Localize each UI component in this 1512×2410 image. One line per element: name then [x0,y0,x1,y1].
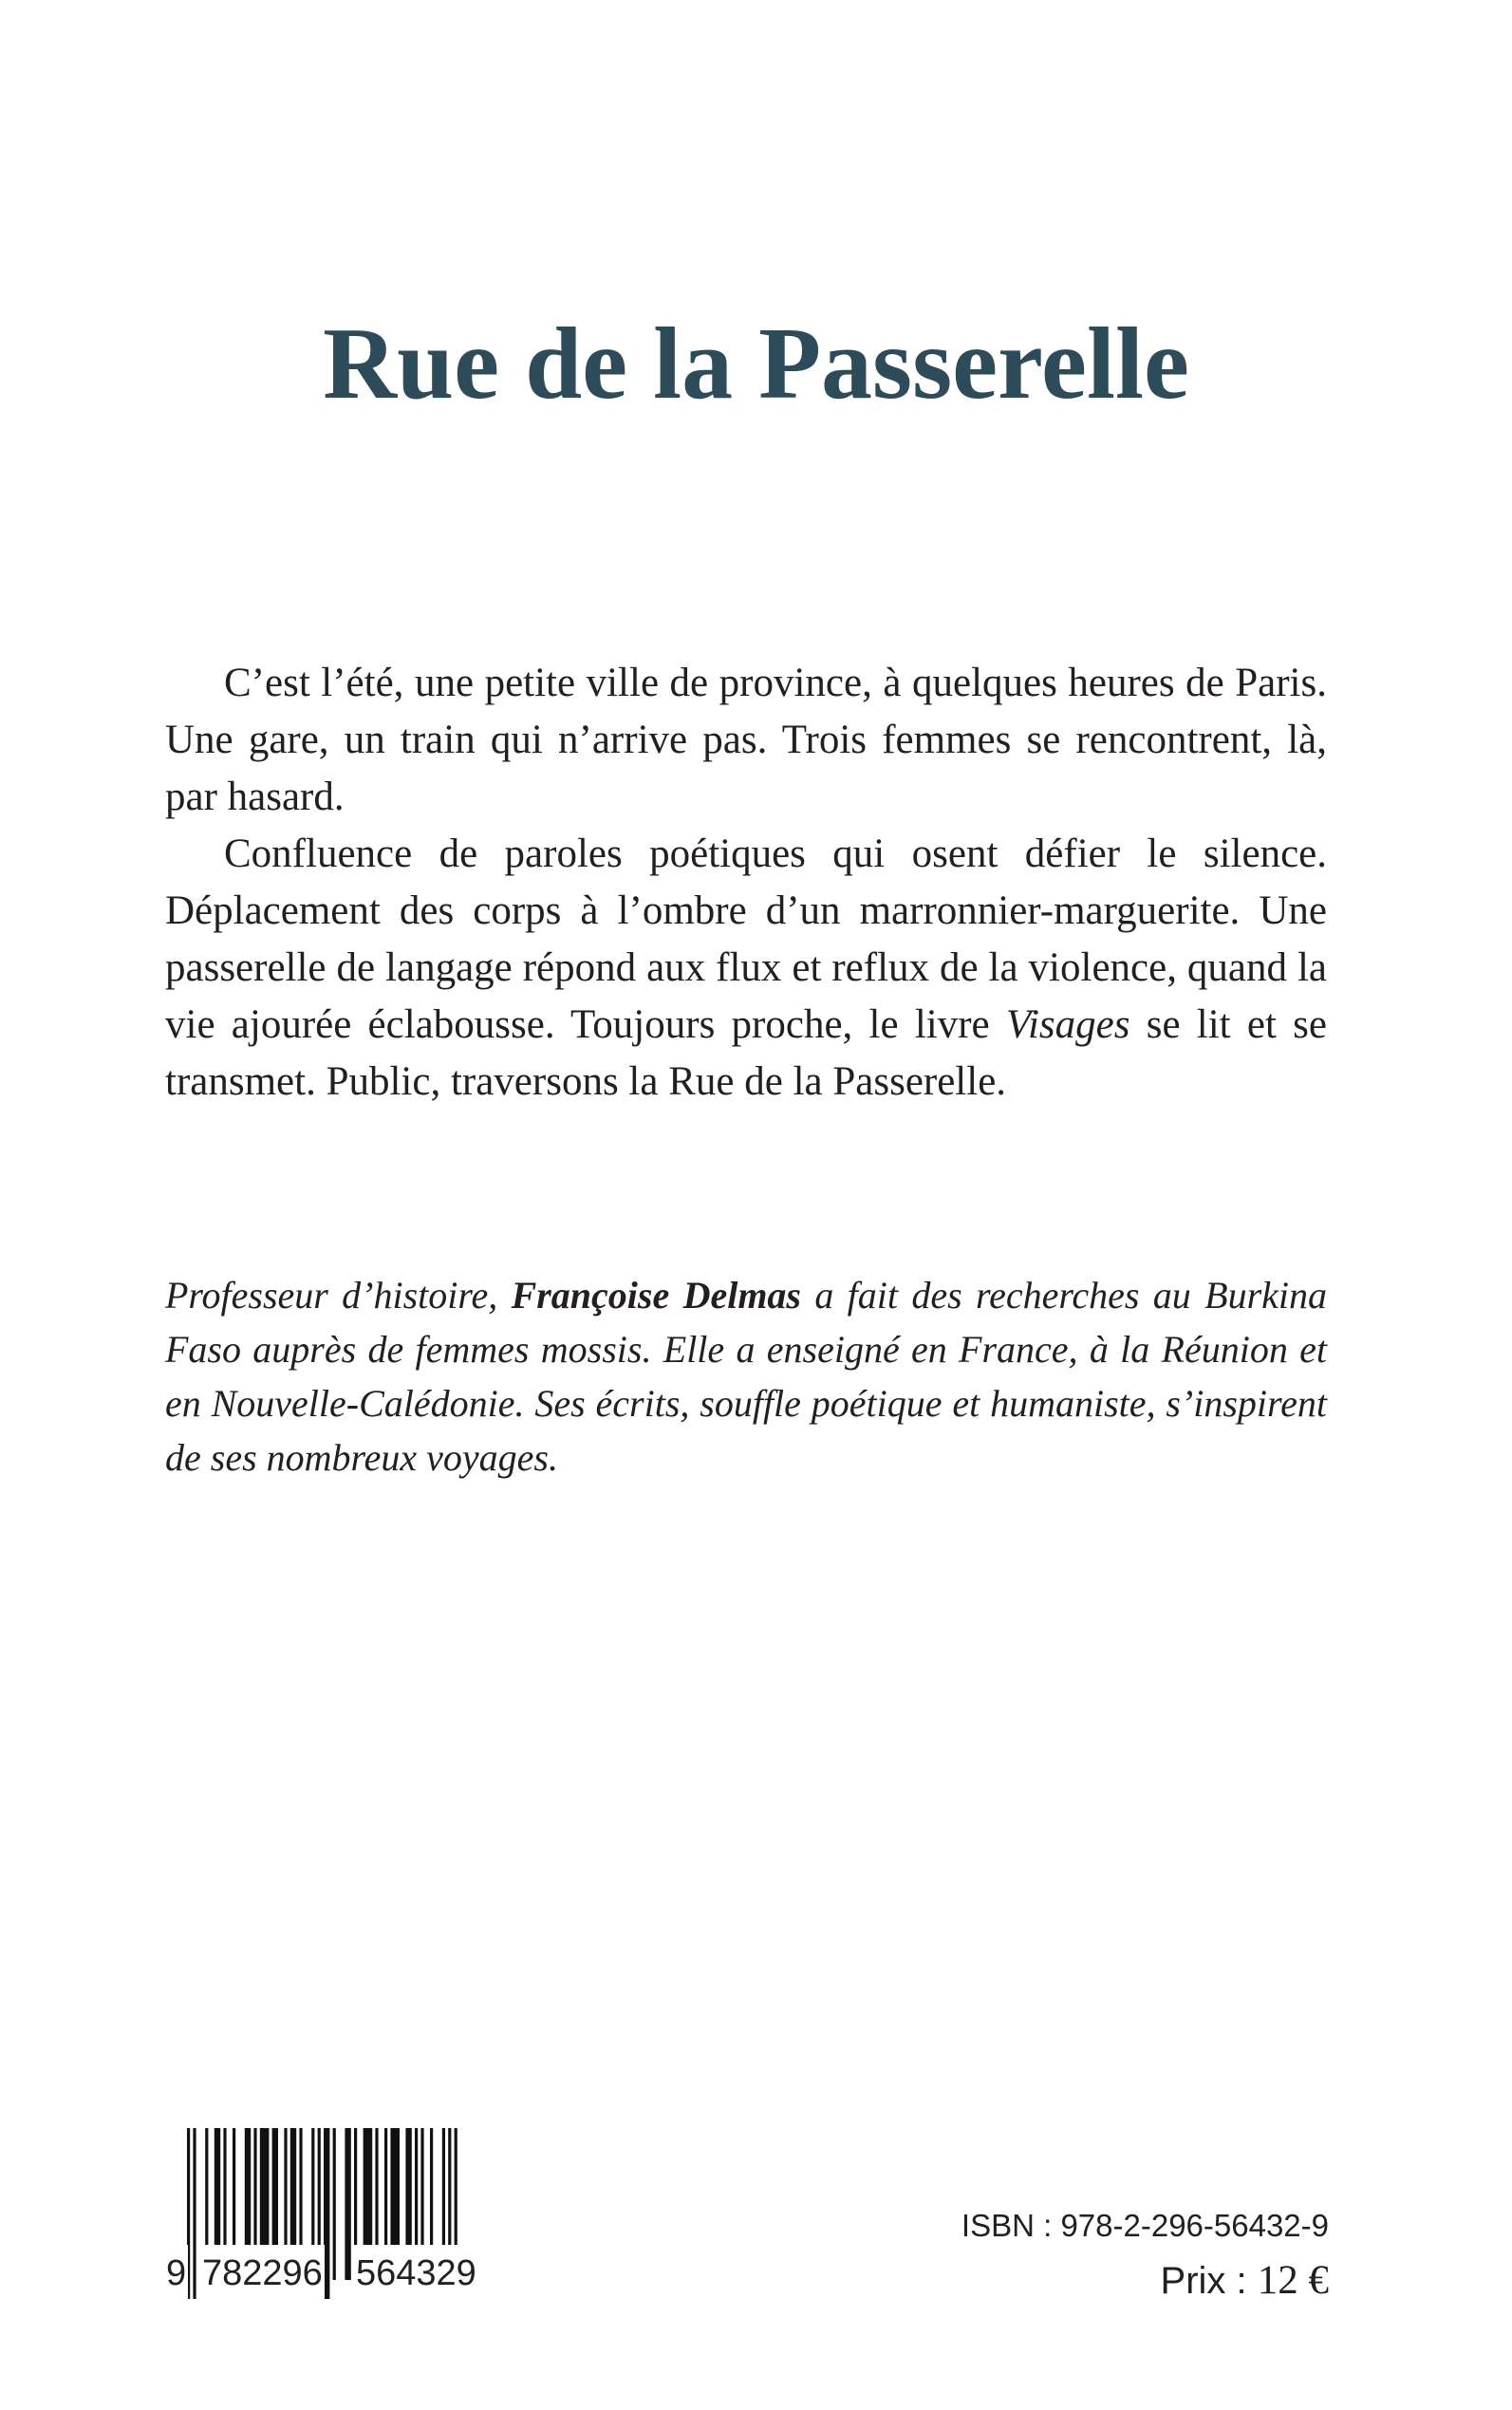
author-name: Françoise Delmas [511,1274,802,1317]
price [1161,2257,1329,2305]
blurb-text: se lit et se transmet. Public, traversons la Rue de la Passerelle. [165,1002,1327,1104]
price-label: Prix : [1160,2260,1258,2302]
back-cover-blurb [165,655,1327,1111]
price-value: 12 € [1257,2258,1329,2303]
barcode-digits [164,2245,506,2302]
book-title: Rue de la Passerelle [323,308,1189,420]
blurb-paragraph-1: C’est l’été, une petite ville de province, à quelques heures de Paris. Une gare, un train qui n’arrive pas. Trois femmes se rencontrent, là, par hasard. [165,661,1327,819]
book-reference: Visages [1005,1002,1130,1047]
bio-text: a fait des recherches au Burkina Faso auprès de femmes mossis. Elle a enseigné en France, à la Réunion et en Nouvelle-Calédonie. Ses écrits, souffle poétique et humaniste, s’inspirent de ses nombreux voyages. [165,1274,1328,1479]
barcode-left-group: 782296 [200,2245,325,2302]
author-bio [165,1268,1327,1485]
blurb-text: Confluence de paroles poétiques qui osent défier le silence. Déplacement des corps à l’ombre d’un marronnier-marguerite. Une passerelle de langage répond aux flux et reflux de la violence, quand la vie ajourée éclabousse. Toujours proche, le livre [165,831,1327,1047]
barcode-right-group: 564329 [354,2245,478,2302]
barcode-first-digit: 9 [164,2245,188,2302]
blurb-paragraph-2 [165,826,1327,1111]
isbn: ISBN : 978-2-296-56432-9 [961,2208,1329,2243]
bio-text: Professeur d’histoire, [165,1274,512,1317]
